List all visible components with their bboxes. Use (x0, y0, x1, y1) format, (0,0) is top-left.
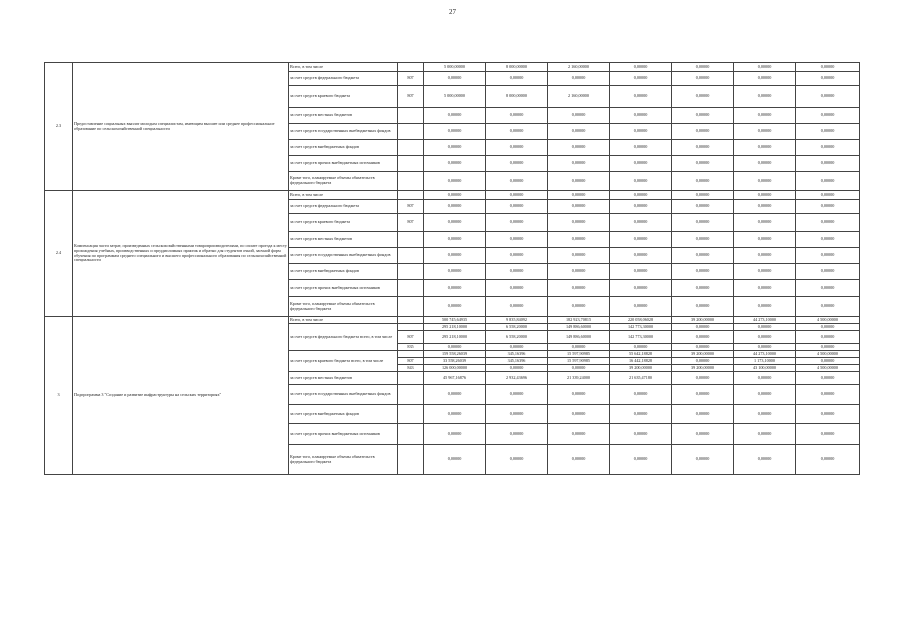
page-number: 27 (449, 8, 456, 16)
value-cell: 0,00000 (734, 108, 796, 124)
value-cell: 0,00000 (610, 72, 672, 86)
budget-code (398, 317, 424, 324)
value-cell: 0,00000 (548, 214, 610, 232)
value-cell: 0,00000 (610, 248, 672, 264)
value-cell: 0,00000 (672, 108, 734, 124)
value-cell: 0,00000 (548, 365, 610, 372)
table-row (45, 63, 860, 72)
value-cell: 0,00000 (548, 297, 610, 317)
value-cell: 0,00000 (486, 108, 548, 124)
value-cell: 2 932,43696 (486, 372, 548, 385)
value-cell: 142 773,30000 (610, 324, 672, 331)
item-number: 2.3 (45, 63, 73, 191)
value-cell: 0,00000 (734, 405, 796, 424)
budget-code: 807 (398, 331, 424, 344)
funding-source: за счет средств прочих внебюджетных источников (289, 424, 398, 445)
value-cell: 0,00000 (796, 140, 860, 156)
value-cell: 500 745,64935 (424, 317, 486, 324)
budget-code (398, 264, 424, 280)
value-cell: 0,00000 (734, 385, 796, 405)
value-cell: 0,00000 (486, 280, 548, 297)
value-cell: 0,00000 (424, 72, 486, 86)
value-cell: 0,00000 (734, 324, 796, 331)
budget-code (398, 445, 424, 475)
value-cell: 0,00000 (424, 214, 486, 232)
budget-code (398, 108, 424, 124)
value-cell: 0,00000 (796, 232, 860, 248)
value-cell: 0,00000 (672, 372, 734, 385)
value-cell: 0,00000 (796, 297, 860, 317)
value-cell: 4 500,00000 (796, 365, 860, 372)
value-cell: 39 200,00000 (610, 365, 672, 372)
value-cell: 0,00000 (734, 200, 796, 214)
funding-source: за счет средств государственных внебюджетных фондов (289, 248, 398, 264)
funding-source: Всего, в том числе (289, 191, 398, 200)
value-cell: 0,00000 (796, 385, 860, 405)
value-cell: 0,00000 (796, 108, 860, 124)
value-cell: 159 558,26039 (424, 351, 486, 358)
funding-source: за счет средств прочих внебюджетных источников (289, 156, 398, 172)
value-cell: 0,00000 (610, 214, 672, 232)
budget-code (398, 140, 424, 156)
value-cell: 0,00000 (424, 232, 486, 248)
budget-code (398, 232, 424, 248)
program-name: Предоставление социальных выплат молодым специалистам, имеющим высшее или среднее профессиональное образование по сельскохозяйственной специальности (73, 63, 289, 191)
value-cell: 0,00000 (796, 191, 860, 200)
value-cell: 220 058,06028 (610, 317, 672, 324)
value-cell: 0,00000 (734, 297, 796, 317)
value-cell: 0,00000 (672, 405, 734, 424)
value-cell: 0,00000 (796, 344, 860, 351)
value-cell: 0,00000 (672, 424, 734, 445)
value-cell: 4 500,00000 (796, 351, 860, 358)
value-cell: 55 642,18828 (610, 351, 672, 358)
budget-table-body (45, 63, 860, 475)
value-cell: 0,00000 (796, 445, 860, 475)
value-cell: 8 000,00000 (486, 63, 548, 72)
value-cell: 5 000,00000 (424, 86, 486, 108)
value-cell: 0,00000 (548, 200, 610, 214)
value-cell: 15 597,90985 (548, 351, 610, 358)
value-cell: 0,00000 (734, 86, 796, 108)
value-cell: 0,00000 (548, 72, 610, 86)
value-cell: 0,00000 (548, 280, 610, 297)
value-cell: 0,00000 (672, 385, 734, 405)
value-cell: 0,00000 (672, 331, 734, 344)
budget-code: 807 (398, 86, 424, 108)
budget-code (398, 405, 424, 424)
value-cell: 0,00000 (672, 63, 734, 72)
budget-code (398, 297, 424, 317)
funding-source: за счет средств краевого бюджета (289, 214, 398, 232)
value-cell: 0,00000 (734, 72, 796, 86)
budget-code (398, 124, 424, 140)
funding-source: Кроме того, планируемые объемы обязательств федерального бюджета (289, 172, 398, 191)
value-cell: 0,00000 (734, 214, 796, 232)
value-cell: 0,00000 (486, 72, 548, 86)
value-cell: 0,00000 (424, 108, 486, 124)
table-row (45, 191, 860, 200)
value-cell: 43 100,00000 (734, 365, 796, 372)
value-cell: 0,00000 (424, 191, 486, 200)
value-cell: 9 835,84092 (486, 317, 548, 324)
value-cell: 0,00000 (424, 385, 486, 405)
value-cell: 0,00000 (610, 63, 672, 72)
value-cell: 0,00000 (548, 344, 610, 351)
budget-code (398, 424, 424, 445)
value-cell: 0,00000 (424, 424, 486, 445)
value-cell: 0,00000 (796, 331, 860, 344)
value-cell: 15 597,90985 (548, 358, 610, 365)
value-cell: 0,00000 (672, 200, 734, 214)
value-cell: 0,00000 (486, 445, 548, 475)
value-cell: 0,00000 (424, 445, 486, 475)
value-cell: 0,00000 (486, 264, 548, 280)
value-cell: 0,00000 (548, 445, 610, 475)
value-cell: 0,00000 (796, 248, 860, 264)
value-cell: 0,00000 (672, 156, 734, 172)
value-cell: 0,00000 (796, 172, 860, 191)
value-cell: 0,00000 (734, 331, 796, 344)
program-name: Подпрограмма 3 "Создание и развитие инфраструктуры на сельских территориях" (73, 317, 289, 475)
value-cell: 0,00000 (672, 297, 734, 317)
funding-source: за счет средств прочих внебюджетных источников (289, 280, 398, 297)
budget-code (398, 324, 424, 331)
value-cell: 0,00000 (610, 200, 672, 214)
value-cell: 0,00000 (734, 264, 796, 280)
value-cell: 5 000,00000 (424, 63, 486, 72)
value-cell: 0,00000 (734, 232, 796, 248)
value-cell: 0,00000 (548, 405, 610, 424)
budget-code (398, 156, 424, 172)
budget-code: 835 (398, 344, 424, 351)
value-cell: 142 773,30000 (610, 331, 672, 344)
value-cell: 0,00000 (796, 200, 860, 214)
value-cell: 0,00000 (610, 344, 672, 351)
funding-source: за счет средств федерального бюджета (289, 200, 398, 214)
value-cell: 0,00000 (796, 86, 860, 108)
value-cell: 0,00000 (486, 297, 548, 317)
value-cell: 45 967,16876 (424, 372, 486, 385)
budget-code (398, 63, 424, 72)
budget-code (398, 372, 424, 385)
value-cell: 0,00000 (548, 156, 610, 172)
value-cell: 0,00000 (548, 172, 610, 191)
value-cell: 0,00000 (796, 405, 860, 424)
funding-source: за счет средств федерального бюджета (289, 72, 398, 86)
program-name: Компенсация части затрат, произведенных сельскохозяйственными товаропроизводителями, по оплате проезда к месту прохождения учебных, производственных и преддипломных практик и обратно для студентов очной, заочной форм обучения по программам среднего специального и высшего профессионального образования по сельскохозяйственной специальности (73, 191, 289, 317)
value-cell: 0,00000 (796, 72, 860, 86)
value-cell: 0,00000 (486, 191, 548, 200)
value-cell: 0,00000 (486, 214, 548, 232)
value-cell: 0,00000 (796, 424, 860, 445)
funding-source: Всего, в том числе (289, 317, 398, 324)
funding-source: за счет средств государственных внебюджетных фондов (289, 385, 398, 405)
funding-source: за счет средств государственных внебюджетных фондов (289, 124, 398, 140)
funding-source: за счет средств местных бюджетов (289, 372, 398, 385)
value-cell: 2 160,00000 (548, 86, 610, 108)
budget-code (398, 351, 424, 358)
value-cell: 2 160,00000 (548, 63, 610, 72)
value-cell: 39 200,00000 (672, 351, 734, 358)
funding-source: за счет средств краевого бюджета всего, в том числе (289, 351, 398, 372)
value-cell: 0,00000 (424, 200, 486, 214)
value-cell: 182 923,70815 (548, 317, 610, 324)
funding-source: за счет средств внебюджетных фондов (289, 405, 398, 424)
value-cell: 126 000,00000 (424, 365, 486, 372)
value-cell: 0,00000 (734, 424, 796, 445)
value-cell: 0,00000 (610, 385, 672, 405)
budget-code: 807 (398, 72, 424, 86)
value-cell: 0,00000 (734, 191, 796, 200)
value-cell: 0,00000 (486, 172, 548, 191)
value-cell: 0,00000 (610, 191, 672, 200)
funding-source: за счет средств внебюджетных фондов (289, 140, 398, 156)
value-cell: 0,00000 (672, 214, 734, 232)
value-cell: 0,00000 (424, 297, 486, 317)
value-cell: 0,00000 (424, 248, 486, 264)
value-cell: 0,00000 (796, 214, 860, 232)
value-cell: 0,00000 (672, 248, 734, 264)
value-cell: 0,00000 (796, 280, 860, 297)
budget-code (398, 248, 424, 264)
value-cell: 0,00000 (424, 140, 486, 156)
value-cell: 0,00000 (486, 200, 548, 214)
value-cell: 0,00000 (610, 108, 672, 124)
item-number: 3 (45, 317, 73, 475)
value-cell: 0,00000 (796, 264, 860, 280)
budget-code: 807 (398, 200, 424, 214)
value-cell: 0,00000 (548, 264, 610, 280)
value-cell: 0,00000 (486, 385, 548, 405)
value-cell: 0,00000 (486, 140, 548, 156)
value-cell: 0,00000 (672, 140, 734, 156)
value-cell: 0,00000 (486, 365, 548, 372)
value-cell: 0,00000 (548, 385, 610, 405)
value-cell: 0,00000 (734, 445, 796, 475)
budget-code: 807 (398, 358, 424, 365)
value-cell: 149 886,60000 (548, 324, 610, 331)
value-cell: 0,00000 (610, 232, 672, 248)
value-cell: 0,00000 (610, 172, 672, 191)
funding-source: Всего, в том числе (289, 63, 398, 72)
value-cell: 149 886,60000 (548, 331, 610, 344)
value-cell: 0,00000 (486, 424, 548, 445)
value-cell: 4 500,00000 (796, 317, 860, 324)
value-cell: 0,00000 (424, 156, 486, 172)
funding-source: Кроме того, планируемые объемы обязательств федерального бюджета (289, 445, 398, 475)
value-cell: 0,00000 (672, 445, 734, 475)
value-cell: 0,00000 (610, 424, 672, 445)
value-cell: 0,00000 (796, 156, 860, 172)
value-cell: 0,00000 (672, 172, 734, 191)
value-cell: 39 200,00000 (672, 317, 734, 324)
value-cell: 0,00000 (610, 140, 672, 156)
value-cell: 295 218,10000 (424, 324, 486, 331)
value-cell: 0,00000 (610, 405, 672, 424)
value-cell: 0,00000 (486, 156, 548, 172)
value-cell: 0,00000 (796, 324, 860, 331)
value-cell: 0,00000 (610, 124, 672, 140)
value-cell: 0,00000 (548, 108, 610, 124)
value-cell: 0,00000 (548, 424, 610, 445)
value-cell: 0,00000 (424, 405, 486, 424)
value-cell: 0,00000 (672, 124, 734, 140)
value-cell: 0,00000 (610, 264, 672, 280)
value-cell: 0,00000 (610, 280, 672, 297)
funding-source: за счет средств краевого бюджета (289, 86, 398, 108)
value-cell: 0,00000 (610, 156, 672, 172)
value-cell: 0,00000 (734, 248, 796, 264)
funding-source: за счет средств внебюджетных фондов (289, 264, 398, 280)
value-cell: 0,00000 (424, 124, 486, 140)
budget-code: 843 (398, 365, 424, 372)
value-cell: 0,00000 (796, 124, 860, 140)
value-cell: 0,00000 (672, 86, 734, 108)
funding-source: за счет средств федерального бюджета всего, в том числе (289, 324, 398, 351)
value-cell: 0,00000 (796, 63, 860, 72)
value-cell: 0,00000 (424, 344, 486, 351)
value-cell: 0,00000 (672, 358, 734, 365)
value-cell: 0,00000 (734, 63, 796, 72)
value-cell: 0,00000 (548, 124, 610, 140)
value-cell: 39 200,00000 (672, 365, 734, 372)
value-cell: 33 558,26039 (424, 358, 486, 365)
budget-code: 807 (398, 214, 424, 232)
value-cell: 0,00000 (548, 140, 610, 156)
value-cell: 0,00000 (610, 445, 672, 475)
value-cell: 345,16396 (486, 351, 548, 358)
value-cell: 0,00000 (672, 191, 734, 200)
value-cell: 1 173,10000 (734, 358, 796, 365)
value-cell: 0,00000 (486, 124, 548, 140)
budget-table (44, 62, 860, 475)
value-cell: 345,16396 (486, 358, 548, 365)
value-cell: 0,00000 (734, 372, 796, 385)
value-cell: 0,00000 (486, 248, 548, 264)
value-cell: 0,00000 (486, 232, 548, 248)
value-cell: 0,00000 (610, 86, 672, 108)
value-cell: 0,00000 (734, 172, 796, 191)
funding-source: за счет средств местных бюджетов (289, 232, 398, 248)
value-cell: 0,00000 (734, 140, 796, 156)
value-cell: 0,00000 (734, 344, 796, 351)
value-cell: 0,00000 (486, 405, 548, 424)
budget-code (398, 280, 424, 297)
value-cell: 0,00000 (548, 232, 610, 248)
value-cell: 0,00000 (734, 124, 796, 140)
value-cell: 0,00000 (548, 248, 610, 264)
value-cell: 6 558,20000 (486, 331, 548, 344)
value-cell: 0,00000 (672, 264, 734, 280)
value-cell: 21 635,47180 (610, 372, 672, 385)
value-cell: 0,00000 (734, 280, 796, 297)
value-cell: 0,00000 (610, 297, 672, 317)
value-cell: 0,00000 (424, 172, 486, 191)
value-cell: 0,00000 (486, 344, 548, 351)
budget-code (398, 385, 424, 405)
value-cell: 6 558,20000 (486, 324, 548, 331)
value-cell: 295 218,10000 (424, 331, 486, 344)
value-cell: 8 000,00000 (486, 86, 548, 108)
value-cell: 0,00000 (796, 358, 860, 365)
value-cell: 0,00000 (424, 264, 486, 280)
table-row (45, 317, 860, 324)
value-cell: 21 339,24000 (548, 372, 610, 385)
value-cell: 0,00000 (548, 191, 610, 200)
funding-source: за счет средств местных бюджетов (289, 108, 398, 124)
value-cell: 0,00000 (424, 280, 486, 297)
value-cell: 0,00000 (672, 72, 734, 86)
value-cell: 0,00000 (672, 344, 734, 351)
value-cell: 0,00000 (734, 156, 796, 172)
funding-source: Кроме того, планируемые объемы обязательств федерального бюджета (289, 297, 398, 317)
value-cell: 44 273,10000 (734, 351, 796, 358)
value-cell: 16 442,18828 (610, 358, 672, 365)
value-cell: 0,00000 (672, 280, 734, 297)
item-number: 2.4 (45, 191, 73, 317)
value-cell: 0,00000 (672, 232, 734, 248)
budget-code (398, 191, 424, 200)
value-cell: 0,00000 (796, 372, 860, 385)
budget-code (398, 172, 424, 191)
value-cell: 44 273,10000 (734, 317, 796, 324)
value-cell: 0,00000 (672, 324, 734, 331)
